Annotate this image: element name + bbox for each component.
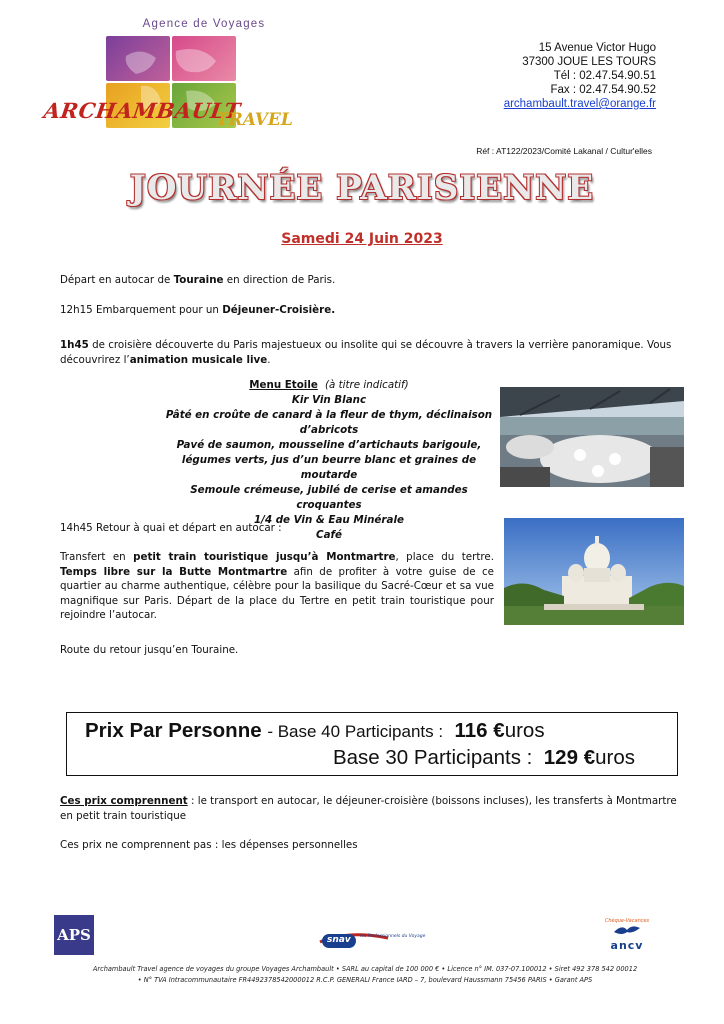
paragraph-boarding: 12h15 Embarquement pour un Déjeuner-Croisière. xyxy=(60,304,336,316)
price-line-40: Prix Par Personne - Base 40 Participants : 116 €uros xyxy=(85,719,545,742)
snav-text: snav xyxy=(327,935,351,945)
price-amount-30: 129 xyxy=(543,746,578,769)
trip-date: Samedi 24 Juin 2023 xyxy=(281,231,443,247)
address-city: 37300 JOUE LES TOURS xyxy=(522,56,656,68)
menu-title: Menu Etoile xyxy=(249,379,318,391)
price-base-30: Base 30 Participants : xyxy=(332,746,533,769)
price-line-30: Base 30 Participants : 129 €uros xyxy=(332,746,635,769)
logo-name-travel: TRAVEL xyxy=(216,110,293,130)
snav-logo xyxy=(318,928,430,950)
price-box xyxy=(66,712,678,776)
menu-block xyxy=(158,378,500,543)
address-street: 15 Avenue Victor Hugo xyxy=(538,42,656,54)
email-link[interactable]: archambault.travel@orange.fr xyxy=(503,98,656,110)
menu-item: Kir Vin Blanc xyxy=(291,394,367,406)
paragraph-cruise: 1h45 de croisière découverte du Paris majestueux ou insolite qui se découvre à travers la verrière panoramique. Vous découvrirez l’animation musicale live. xyxy=(60,339,672,366)
reference-line: Réf : AT122/2023/Comité Lakanal / Cultur'elles xyxy=(476,146,652,156)
paragraph-return-quay: 14h45 Retour à quai et départ en autocar : xyxy=(60,522,282,534)
paragraph-return-route: Route du retour jusqu’en Touraine. xyxy=(60,644,239,656)
snav-subtitle: les Professionnels du Voyage xyxy=(360,934,426,939)
menu-item: Pâté en croûte de canard à la fleur de thym, déclinaison d’abricots xyxy=(165,409,493,436)
footer-legal-line-2: • N° TVA Intracommunautaire FR4492378542000012 R.C.P. GENERALI France IARD – 7, boulevard Haussmann 75456 PARIS • Garant APS xyxy=(137,976,593,984)
cruise-dining-photo xyxy=(500,387,684,487)
price-amount-40: 116 xyxy=(454,719,488,742)
page-title: JOURNÉE PARISIENNE xyxy=(129,168,595,208)
logo-name-archambault: ARCHAMBAULT xyxy=(42,98,243,123)
menu-item: Pavé de saumon, mousseline d’artichauts barigoule, légumes verts, jus d’un beurre blanc et graines de moutarde xyxy=(176,439,482,481)
agency-logo xyxy=(44,18,304,138)
menu-item: Semoule crémeuse, jubilé de cerise et amandes croquantes xyxy=(190,484,468,511)
price-label: Prix Par Personne xyxy=(85,719,262,742)
address-tel: Tél : 02.47.54.90.51 xyxy=(553,70,656,82)
price-base-40: - Base 40 Participants : xyxy=(267,722,444,741)
menu-subtitle: (à titre indicatif) xyxy=(325,379,409,391)
aps-logo: APS xyxy=(54,915,94,955)
agency-address xyxy=(504,41,656,111)
price-includes: Ces prix comprennent : le transport en autocar, le déjeuner-croisière (boissons incluses), les transferts à Montmartre en petit train touristique xyxy=(60,795,677,822)
ancv-logo: Chèque-Vacances ancv xyxy=(604,918,650,952)
menu-item: 1/4 de Vin & Eau Minérale xyxy=(254,514,404,526)
sacre-coeur-photo xyxy=(504,518,684,625)
logo-tagline: Agence de Voyages xyxy=(142,18,266,30)
address-fax: Fax : 02.47.54.90.52 xyxy=(550,84,656,96)
paragraph-montmartre: Transfert en petit train touristique jusqu’à Montmartre, place du tertre. Temps libre sur la Butte Montmartre afin de profiter à votre guise de ce quartier au charme authentique, célèbre pour la basilique du Sacré-Cœur et sa vue magnifique sur Paris. Départ de la place du Tertre en petit train touristique pour rejoindre l’autocar. xyxy=(60,551,495,621)
footer-legal-line-1: Archambault Travel agence de voyages du groupe Voyages Archambault • SARL au capital de 100 000 € • Licence n° IM. 037-07.100012 • Siret 492 378 542 00012 xyxy=(92,965,638,973)
price-excludes: Ces prix ne comprennent pas : les dépenses personnelles xyxy=(60,839,358,851)
menu-item: Café xyxy=(316,529,342,541)
paragraph-departure: Départ en autocar de Touraine en direction de Paris. xyxy=(60,274,336,286)
